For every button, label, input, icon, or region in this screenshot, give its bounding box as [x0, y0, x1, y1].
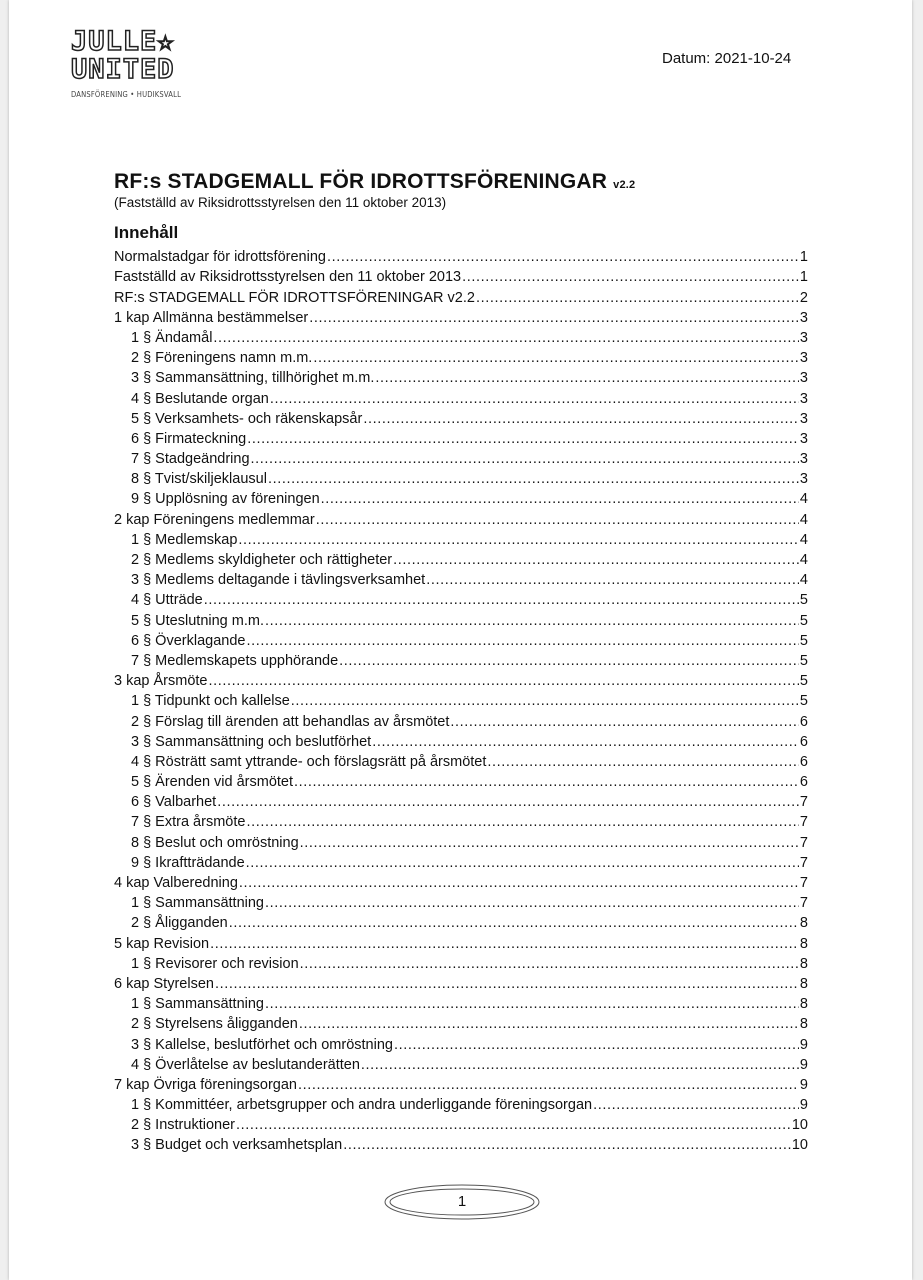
toc-entry-page: 5: [799, 652, 808, 669]
toc-entry[interactable]: [114, 247, 808, 267]
toc-entry-title: 4 kap Valberedning: [114, 875, 238, 891]
page-number: 1: [457, 1193, 467, 1210]
toc-entry[interactable]: [114, 772, 808, 792]
toc-leader-dots: [476, 288, 799, 308]
toc-leader-dots: [339, 651, 799, 671]
toc-entry[interactable]: [114, 449, 808, 469]
toc-leader-dots: [246, 812, 798, 832]
club-logo: [71, 28, 221, 99]
toc-entry-title: 8 § Beslut och omröstning: [131, 834, 299, 851]
toc-entry-page: 9: [799, 1097, 808, 1114]
toc-entry-page: 3: [799, 451, 808, 468]
toc-entry-page: 8: [799, 975, 808, 992]
toc-entry-title: 1 § Tidpunkt och kallelse: [131, 693, 290, 710]
toc-entry[interactable]: [114, 1034, 808, 1054]
toc-entry-title: 8 § Tvist/skiljeklausul: [131, 471, 267, 488]
toc-leader-dots: [487, 752, 799, 772]
toc-leader-dots: [291, 691, 799, 711]
toc-entry-title: 6 § Överklagande: [131, 632, 246, 649]
toc-entry-page: 3: [799, 350, 808, 367]
toc-entry[interactable]: [114, 328, 808, 348]
toc-entry-page: 3: [799, 430, 808, 447]
toc-entry-title: 2 § Åligganden: [131, 915, 228, 932]
toc-leader-dots: [450, 712, 799, 732]
toc-entry-page: 7: [799, 834, 808, 851]
toc-entry-page: 3: [799, 410, 808, 427]
toc-leader-dots: [372, 732, 799, 752]
toc-leader-dots: [265, 994, 799, 1014]
toc-entry-page: 7: [799, 814, 808, 831]
toc-entry[interactable]: [114, 994, 808, 1014]
toc-entry[interactable]: [114, 409, 808, 429]
toc-entry-title: 3 § Sammansättning och beslutförhet: [131, 733, 372, 750]
toc-entry-title: 4 § Rösträtt samt yttrande- och förslagsrätt på årsmötet: [131, 753, 487, 770]
toc-leader-dots: [363, 409, 799, 429]
toc-entry[interactable]: [114, 954, 808, 974]
toc-entry[interactable]: [114, 691, 808, 711]
toc-entry[interactable]: [114, 287, 808, 307]
toc-leader-dots: [229, 913, 799, 933]
toc-entry[interactable]: [114, 1095, 808, 1115]
toc-entry-title: 5 § Verksamhets- och räkenskapsår: [131, 410, 363, 427]
toc-entry-title: 4 § Utträde: [131, 592, 203, 609]
toc-entry[interactable]: [114, 308, 808, 328]
toc-entry-title: 3 kap Årsmöte: [114, 673, 208, 690]
toc-leader-dots: [246, 631, 798, 651]
toc-entry[interactable]: [114, 873, 808, 893]
logo-line-2: UNITED: [71, 54, 175, 85]
toc-entry-page: 8: [799, 915, 808, 932]
toc-entry-page: 8: [799, 1016, 808, 1033]
toc-entry[interactable]: [114, 1014, 808, 1034]
toc-leader-dots: [321, 489, 799, 509]
toc-entry[interactable]: [114, 933, 808, 953]
toc-leader-dots: [462, 267, 799, 287]
toc-entry[interactable]: [114, 732, 808, 752]
toc-entry-page: 5: [799, 612, 808, 629]
toc-leader-dots: [393, 550, 799, 570]
toc-entry-page: 5: [799, 632, 808, 649]
toc-leader-dots: [246, 853, 799, 873]
toc-entry-title: 1 § Revisorer och revision: [131, 955, 299, 972]
toc-leader-dots: [300, 954, 799, 974]
toc-entry[interactable]: [114, 388, 808, 408]
toc-leader-dots: [210, 934, 799, 954]
toc-entry-page: 8: [799, 955, 808, 972]
toc-entry[interactable]: [114, 974, 808, 994]
toc-entry[interactable]: [114, 429, 808, 449]
toc-entry-title: 1 § Sammansättning: [131, 996, 264, 1013]
toc-entry-page: 9: [799, 1076, 808, 1093]
toc-entry[interactable]: [114, 469, 808, 489]
toc-entry-title: 7 § Extra årsmöte: [131, 814, 246, 831]
toc-leader-dots: [299, 1014, 799, 1034]
toc-entry-page: 9: [799, 1056, 808, 1073]
toc-entry[interactable]: [114, 267, 808, 287]
toc-entry[interactable]: [114, 1075, 808, 1095]
toc-leader-dots: [593, 1095, 799, 1115]
toc-entry-page: 2: [799, 289, 808, 306]
toc-entry-title: 2 § Instruktioner: [131, 1117, 235, 1134]
toc-leader-dots: [343, 1135, 791, 1155]
toc-leader-dots: [316, 510, 799, 530]
toc-entry[interactable]: [114, 509, 808, 529]
toc-entry-title: 7 § Medlemskapets upphörande: [131, 652, 339, 669]
toc-entry[interactable]: [114, 651, 808, 671]
toc-entry-page: 5: [799, 592, 808, 609]
toc-entry-title: 3 § Medlems deltagande i tävlingsverksamhet: [131, 572, 426, 589]
toc-heading: Innehåll: [114, 223, 179, 242]
title-version: v2.2: [613, 179, 636, 191]
toc-entry-page: 7: [799, 895, 808, 912]
toc-entry-title: 1 § Kommittéer, arbetsgrupper och andra underliggande föreningsorgan: [131, 1097, 593, 1114]
toc-entry-page: 4: [799, 531, 808, 548]
toc-entry-title: 5 § Uteslutning m.m.: [131, 612, 264, 629]
toc-entry-page: 1: [799, 269, 808, 286]
toc-entry-title: RF:s STADGEMALL FÖR IDROTTSFÖRENINGAR v2.2: [114, 289, 475, 306]
toc-leader-dots: [251, 449, 799, 469]
toc-leader-dots: [327, 247, 799, 267]
toc-entry-title: 9 § Ikraftträdande: [131, 854, 245, 871]
toc-leader-dots: [426, 570, 799, 590]
toc-entry-page: 8: [799, 996, 808, 1013]
toc-entry-page: 1: [799, 249, 808, 266]
toc-entry-page: 4: [799, 552, 808, 568]
toc-entry[interactable]: [114, 832, 808, 852]
toc-entry[interactable]: [114, 1055, 808, 1075]
toc-entry[interactable]: [114, 812, 808, 832]
toc-leader-dots: [268, 469, 799, 489]
toc-leader-dots: [270, 389, 799, 409]
toc-leader-dots: [239, 873, 799, 893]
toc-entry[interactable]: [114, 489, 808, 509]
toc-entry-page: 3: [799, 390, 808, 407]
toc-entry-title: 3 § Sammansättning, tillhörighet m.m.: [131, 370, 375, 387]
toc-entry[interactable]: [114, 893, 808, 913]
toc-entry-page: 4: [799, 511, 808, 528]
toc-entry[interactable]: [114, 570, 808, 590]
toc-entry[interactable]: [114, 348, 808, 368]
toc-entry-page: 6: [799, 713, 808, 730]
toc-entry-page: 9: [799, 1036, 808, 1053]
toc-entry[interactable]: [114, 671, 808, 691]
toc-entry-page: 3: [799, 370, 808, 387]
toc-entry-page: 8: [799, 935, 808, 952]
toc-leader-dots: [265, 893, 799, 913]
toc-entry-title: 6 kap Styrelsen: [114, 975, 214, 992]
toc-entry-page: 6: [799, 733, 808, 750]
toc-entry[interactable]: [114, 368, 808, 388]
toc-entry-title: Fastställd av Riksidrottsstyrelsen den 11 oktober 2013: [114, 269, 462, 286]
table-of-contents: [114, 247, 808, 1155]
toc-entry-page: 10: [791, 1137, 808, 1154]
toc-entry-title: 2 § Styrelsens åligganden: [131, 1016, 298, 1033]
toc-entry-title: 1 § Medlemskap: [131, 531, 238, 548]
toc-entry[interactable]: [114, 913, 808, 933]
toc-leader-dots: [294, 772, 799, 792]
document-date: Datum: 2021-10-24: [662, 50, 792, 67]
logo-line-1: JULLE☆: [71, 26, 175, 57]
toc-entry-title: 2 kap Föreningens medlemmar: [114, 511, 315, 528]
toc-entry-title: 3 § Budget och verksamhetsplan: [131, 1137, 343, 1154]
toc-entry-page: 3: [799, 471, 808, 488]
toc-leader-dots: [247, 429, 799, 449]
toc-entry[interactable]: [114, 853, 808, 873]
toc-leader-dots: [265, 611, 799, 631]
toc-entry-page: 7: [799, 794, 808, 811]
toc-entry[interactable]: [114, 1115, 808, 1135]
toc-entry-title: 1 § Sammansättning: [131, 895, 264, 912]
toc-entry-page: 3: [799, 309, 808, 326]
page-number-badge: [383, 1183, 541, 1221]
toc-entry-title: 1 § Ändamål: [131, 329, 213, 346]
title-text: RF:s STADGEMALL FÖR IDROTTSFÖRENINGAR: [114, 170, 608, 193]
toc-entry[interactable]: [114, 631, 808, 651]
toc-entry-page: 4: [799, 491, 808, 508]
toc-entry-title: 5 kap Revision: [114, 935, 210, 952]
toc-leader-dots: [394, 1035, 799, 1055]
toc-leader-dots: [213, 328, 799, 348]
toc-entry-page: 5: [799, 673, 808, 690]
toc-entry-title: 7 kap Övriga föreningsorgan: [114, 1076, 297, 1093]
toc-leader-dots: [375, 368, 799, 388]
toc-leader-dots: [300, 833, 799, 853]
toc-entry[interactable]: [114, 752, 808, 772]
toc-entry-page: 7: [799, 875, 808, 891]
toc-entry[interactable]: [114, 1135, 808, 1155]
toc-entry[interactable]: [114, 550, 808, 570]
document-subtitle: (Fastställd av Riksidrottsstyrelsen den 11 oktober 2013): [114, 195, 447, 210]
toc-entry-title: 6 § Firmateckning: [131, 430, 247, 447]
toc-leader-dots: [217, 792, 799, 812]
toc-entry-page: 6: [799, 753, 808, 770]
toc-entry[interactable]: [114, 590, 808, 610]
toc-entry-page: 10: [791, 1117, 808, 1134]
toc-entry-title: 4 § Beslutande organ: [131, 390, 269, 407]
toc-leader-dots: [361, 1055, 799, 1075]
document-title: [114, 170, 635, 194]
toc-entry-title: 2 § Förslag till ärenden att behandlas av årsmötet: [131, 713, 450, 730]
toc-entry-page: 3: [799, 329, 808, 346]
toc-entry-title: 1 kap Allmänna bestämmelser: [114, 309, 309, 326]
toc-entry-title: 4 § Överlåtelse av beslutanderätten: [131, 1056, 360, 1073]
toc-leader-dots: [298, 1075, 799, 1095]
toc-entry-title: 5 § Ärenden vid årsmötet: [131, 774, 294, 791]
toc-leader-dots: [309, 308, 799, 328]
toc-entry[interactable]: [114, 792, 808, 812]
toc-entry-page: 4: [799, 572, 808, 589]
toc-entry-title: 6 § Valbarhet: [131, 794, 217, 811]
toc-leader-dots: [204, 590, 799, 610]
toc-entry[interactable]: [114, 610, 808, 630]
toc-entry[interactable]: [114, 530, 808, 550]
toc-entry-title: 7 § Stadgeändring: [131, 451, 250, 468]
toc-entry-page: 7: [799, 854, 808, 871]
toc-leader-dots: [238, 530, 799, 550]
toc-leader-dots: [313, 348, 799, 368]
toc-entry-title: 3 § Kallelse, beslutförhet och omröstning: [131, 1036, 393, 1053]
toc-entry-title: 2 § Föreningens namn m.m.: [131, 350, 313, 367]
toc-entry-title: Normalstadgar för idrottsförening: [114, 249, 326, 266]
toc-leader-dots: [209, 671, 799, 691]
toc-leader-dots: [215, 974, 799, 994]
toc-entry-page: 5: [799, 693, 808, 710]
toc-entry-title: 9 § Upplösning av föreningen: [131, 491, 320, 508]
toc-entry-page: 6: [799, 774, 808, 791]
toc-leader-dots: [236, 1115, 791, 1135]
toc-entry-title: 2 § Medlems skyldigheter och rättigheter: [131, 552, 393, 568]
logo-subtitle: DANSFÖRENING • HUDIKSVALL: [71, 90, 182, 99]
toc-entry[interactable]: [114, 711, 808, 731]
